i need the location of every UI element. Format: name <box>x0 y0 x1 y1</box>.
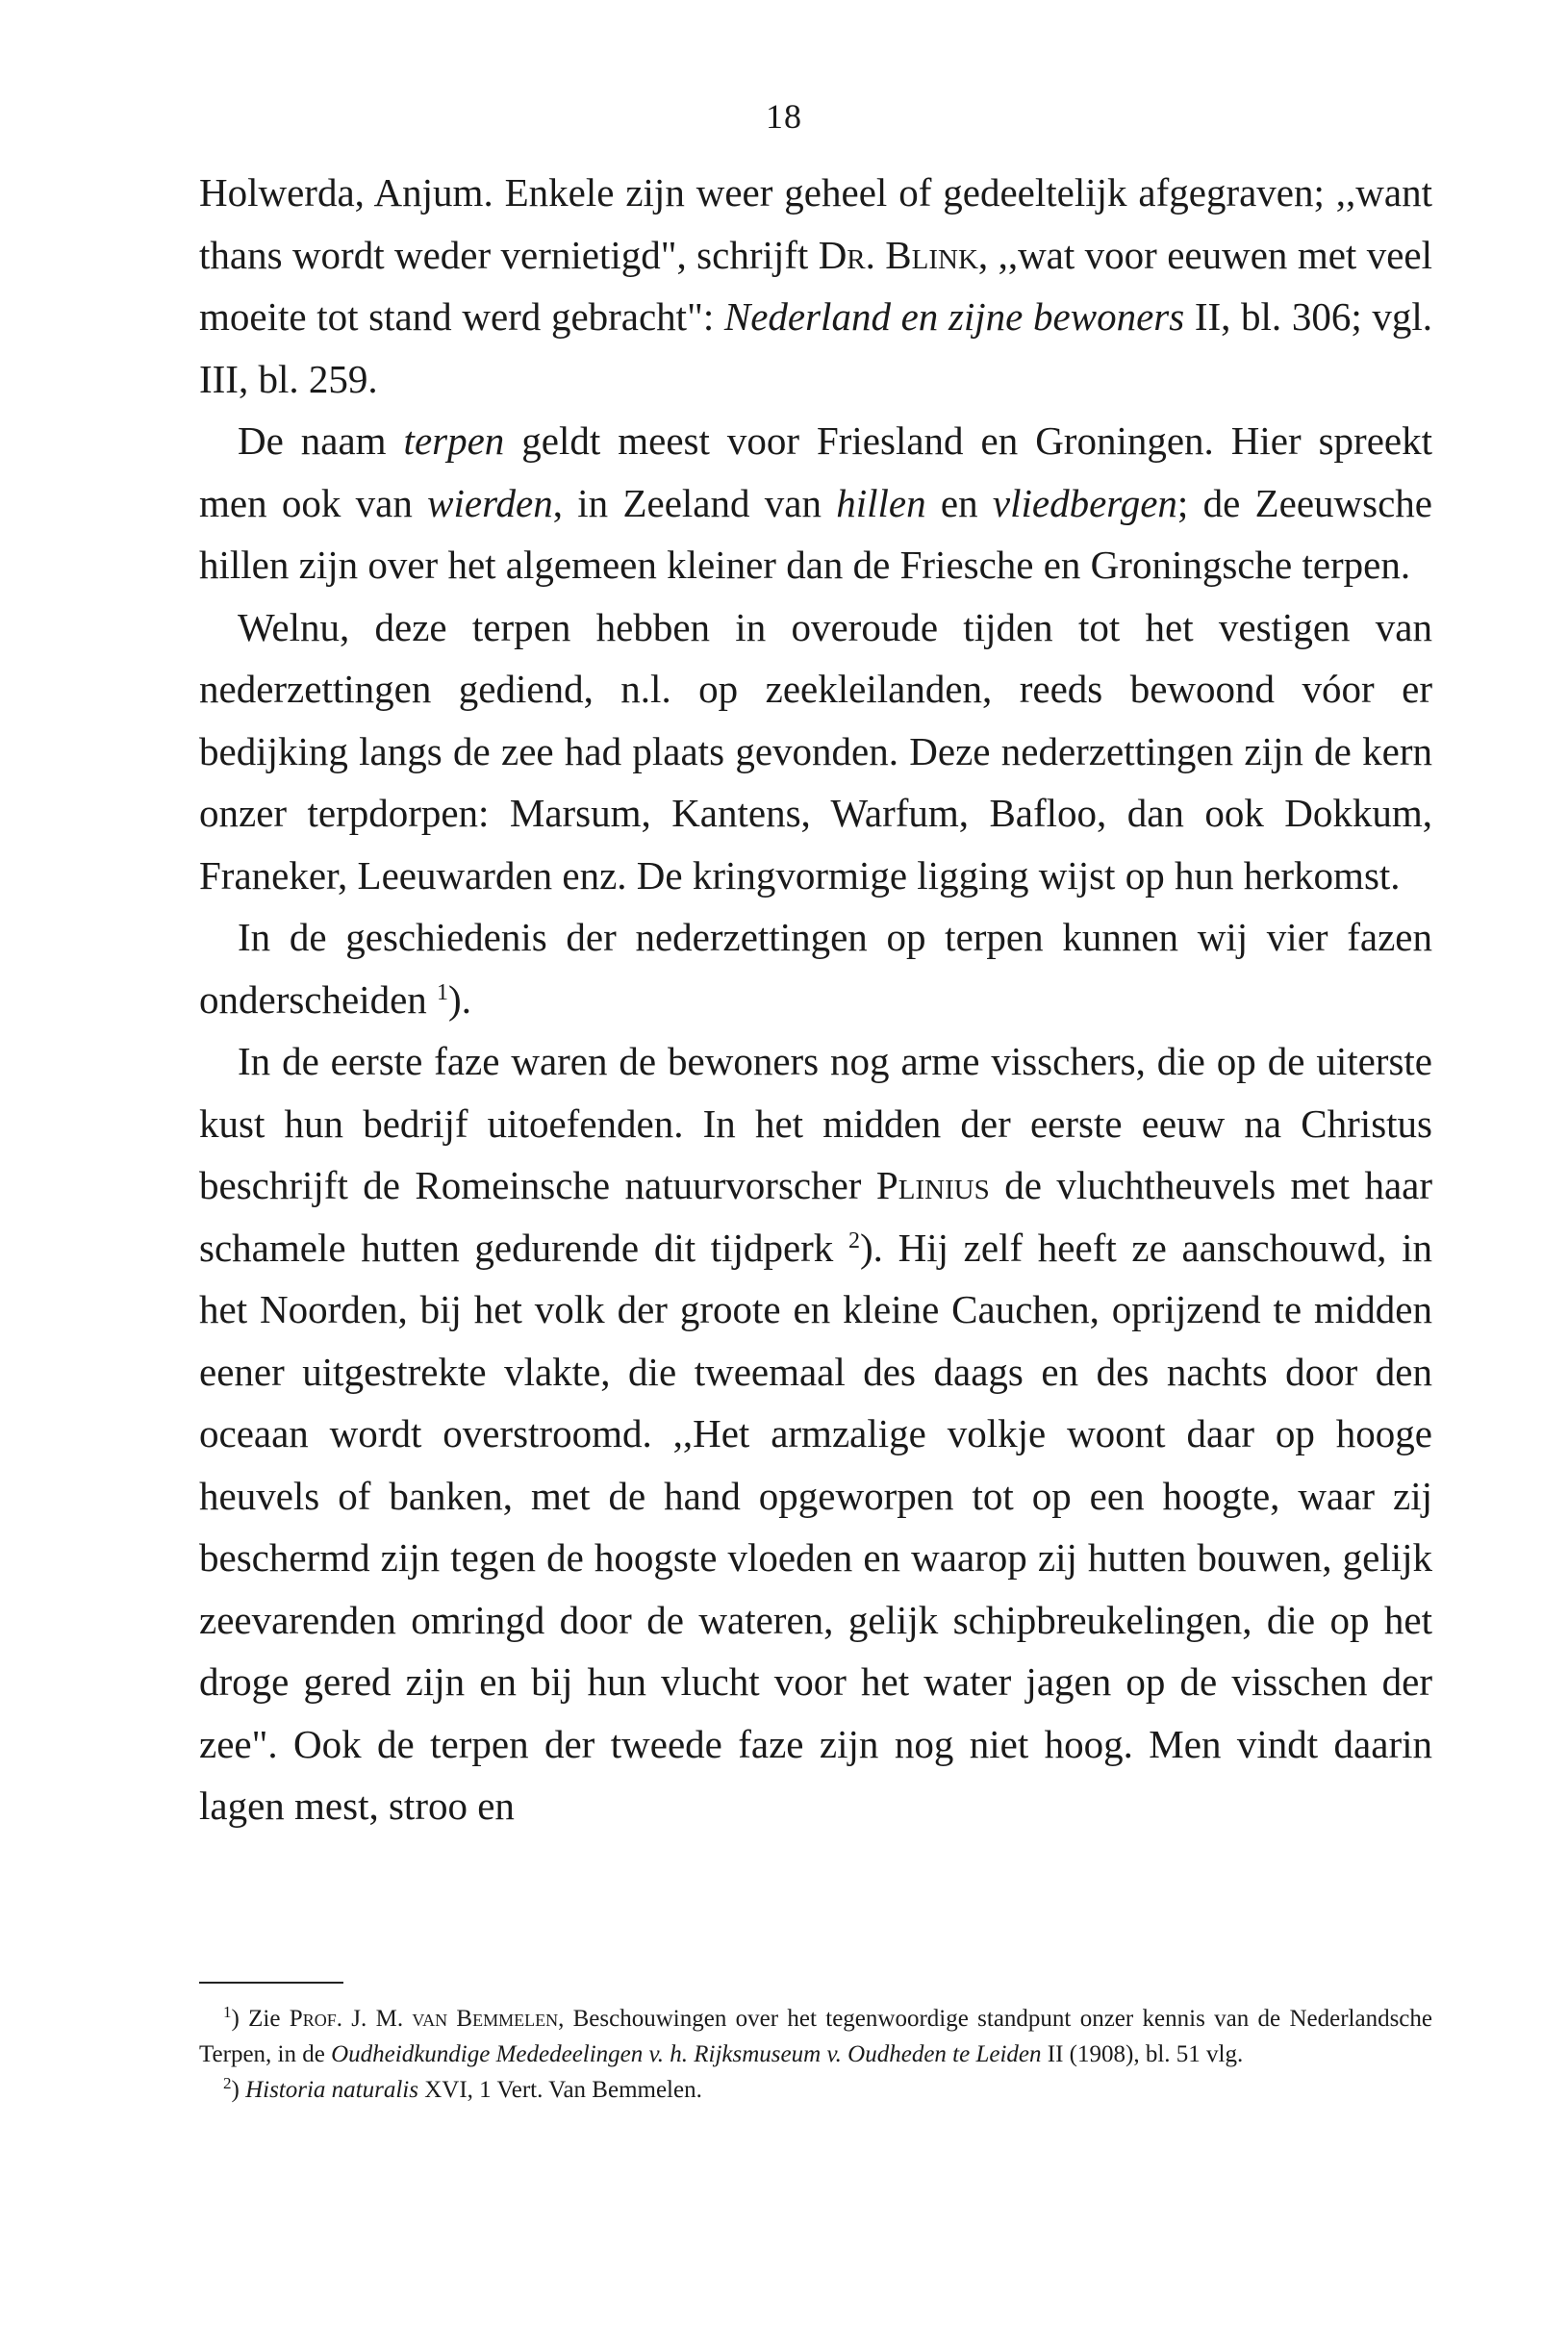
journal-title: Oudheidkundige Mededeelingen v. h. Rijksmuseum v. Oudheden te Leiden <box>331 2041 1042 2067</box>
paragraph-welnu: Welnu, deze terpen hebben in overoude tijden tot het vestigen van nederzettingen gediend, n.l. op zeekleilanden, reeds bewoond vóor er bedijking langs de zee had plaats gevonden. Deze nederzettingen zijn de kern onzer terpdorpen: Marsum, Kantens, Warfum, Bafloo, dan ook Dokkum, Franeker, Leeuwarden enz. De kringvormige ligging wijst op hun herkomst. <box>199 604 1432 898</box>
footnote-marker: 1 <box>223 2003 232 2021</box>
text-segment: Holwerda, Anjum. Enkele zijn weer geheel of gedeeltelijk afgegraven; ,,want thans wordt weder vernietigd", schrijft <box>199 170 1432 277</box>
text-segment: geldt meest voor Friesland en Groningen. Hier spreekt men ook van <box>199 418 1432 525</box>
footnote-1 <box>199 2001 1432 2072</box>
text-segment: ). <box>448 976 471 1022</box>
text-segment: In de eerste faze waren de bewoners nog arme visschers, die op de uiterste kust hun bedrijf uitoefenden. In het midden der eerste eeuw na Christus beschrijft de Romeinsche natuurvorscher <box>199 1039 1432 1207</box>
text-segment: de vluchtheuvels met haar schamele hutten gedurende dit tijdperk <box>199 1163 1433 1270</box>
text-segment: , ,,wat voor eeuwen met veel moeite tot stand werd gebracht": <box>199 232 1432 339</box>
text-segment: In de geschiedenis der nederzettingen op terpen kunnen wij vier fazen onderscheiden <box>199 915 1432 1022</box>
footnote-2 <box>199 2072 1432 2108</box>
text-segment: ) <box>231 2077 246 2103</box>
author-name-blink: Dr. Blink <box>818 232 978 277</box>
paragraph-naam-terpen <box>199 410 1432 596</box>
term-wierden: wierden <box>427 480 553 525</box>
author-name-bemmelen: Prof. J. M. van Bemmelen <box>289 2006 559 2032</box>
footnotes <box>199 2001 1432 2108</box>
paragraph-continuation <box>199 162 1432 410</box>
text-segment: XVI, 1 Vert. Van Bemmelen. <box>417 2077 702 2103</box>
text-segment: , Beschouwingen over het tegenwoordige standpunt onzer kennis van de Nederlandsche Terpen, in de <box>199 2006 1433 2067</box>
text-segment: II, bl. 306; vgl. III, bl. 259. <box>199 294 1433 401</box>
text-segment: ) Zie <box>231 2006 290 2032</box>
term-hillen: hillen <box>836 480 926 525</box>
term-vliedbergen: vliedbergen <box>992 480 1177 525</box>
text-segment: , in Zeeland van <box>552 480 837 525</box>
text-segment: ). Hij zelf heeft ze aanschouwd, in het Noorden, bij het volk der groote en kleine Cauchen, oprijzend te midden eener uitgestrekte vlakte, die tweemaal des daags en des nachts door den oceaan wordt overstroomd. ,,Het armzalige volkje woont daar op hooge heuvels of banken, met de hand opgeworpen tot op een hoogte, waar zij beschermd zijn tegen de hoogste vloeden en waarop zij hutten bouwen, gelijk zeevarenden omringd door de wateren, gelijk schipbreukelingen, die op het droge gered zijn en bij hun vlucht voor het water jagen op de visschen der zee". Ook de terpen der tweede faze zijn nog niet hoog. Men vindt daarin lagen mest, stroo en <box>199 1225 1432 1828</box>
author-name-plinius: Plinius <box>875 1163 990 1207</box>
text-segment: De naam <box>238 418 404 463</box>
footnote-marker: 2 <box>223 2074 232 2092</box>
body-text <box>199 162 1432 1837</box>
page-number: 18 <box>766 97 802 136</box>
text-segment: II (1908), bl. 51 vlg. <box>1041 2041 1244 2067</box>
paragraph-fazen <box>199 906 1432 1030</box>
footnote-ref-2: 2 <box>848 1227 860 1253</box>
text-segment: en <box>925 480 993 525</box>
term-terpen: terpen <box>403 418 505 463</box>
footnote-divider <box>199 1982 343 1984</box>
book-title-nederland: Nederland en zijne bewoners <box>723 294 1185 339</box>
paragraph-eerste-faze <box>199 1030 1432 1837</box>
text-segment: ; de Zeeuwsche hillen zijn over het algemeen kleiner dan de Friesche en Groningsche terpen. <box>199 480 1432 587</box>
footnote-ref-1: 1 <box>437 979 449 1005</box>
work-title: Historia naturalis <box>245 2077 418 2103</box>
